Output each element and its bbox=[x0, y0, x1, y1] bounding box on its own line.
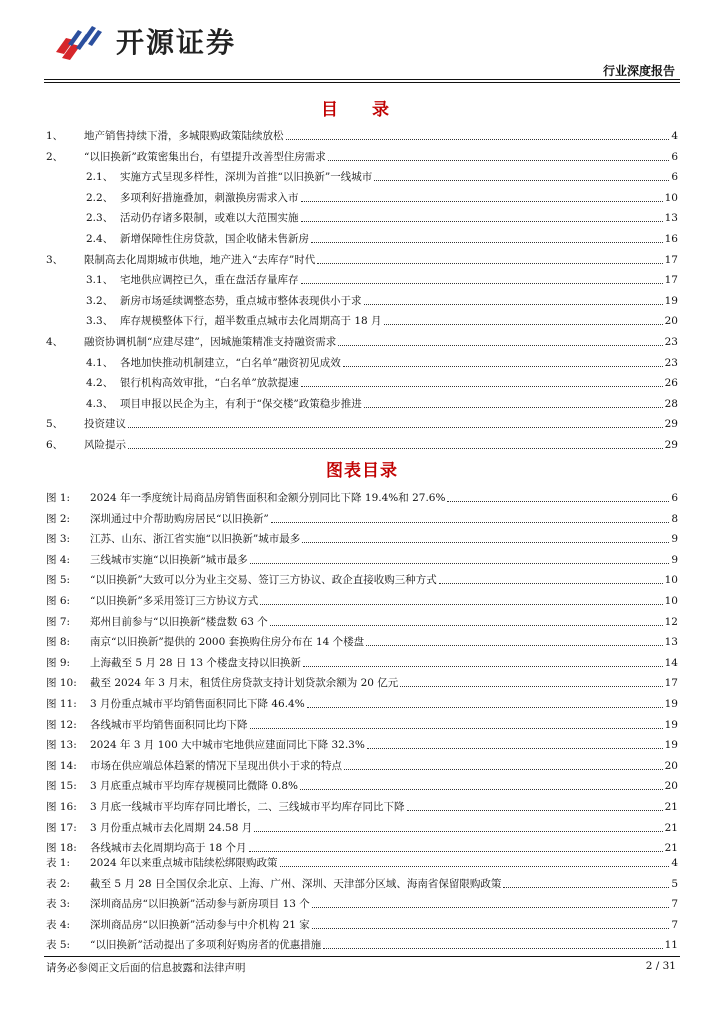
table-entry-number: 表 2: bbox=[46, 877, 71, 890]
toc-entry-page: 6 bbox=[671, 171, 678, 184]
toc-entry-text: 银行机构高效审批，“白名单”放款提速 bbox=[120, 377, 299, 390]
figure-entry-leader bbox=[400, 686, 662, 687]
table-entry-text: 深圳商品房“以旧换新”活动参与中介机构 21 家 bbox=[90, 918, 310, 931]
figure-entry-text: 南京“以旧换新”提供的 2000 套换购住房分布在 14 个楼盘 bbox=[90, 636, 365, 649]
figure-entry-page: 10 bbox=[664, 574, 678, 587]
figure-entry-number: 图 8: bbox=[46, 636, 71, 649]
figure-entry-leader bbox=[250, 563, 670, 564]
figure-entry-leader bbox=[367, 748, 663, 749]
figure-entry-leader bbox=[407, 810, 663, 811]
figure-entry-number: 图 7: bbox=[46, 615, 71, 628]
page-number: 2 / 31 bbox=[645, 960, 676, 972]
document-type: 行业深度报告 bbox=[602, 64, 675, 78]
figure-entry-number: 图 14: bbox=[46, 759, 77, 772]
toc-entry-leader bbox=[364, 304, 663, 305]
figure-entry-number: 图 16: bbox=[46, 801, 77, 813]
figure-entry[interactable] bbox=[46, 631, 678, 649]
toc-entry-leader bbox=[286, 139, 670, 140]
figure-entry[interactable] bbox=[46, 672, 678, 690]
toc-entry-leader bbox=[374, 180, 669, 181]
figure-entry-text: 各线城市平均销售面积同比均下降 bbox=[90, 718, 248, 731]
figure-entry-leader bbox=[439, 583, 663, 584]
toc-entry-text: 地产销售持续下滑，多城限购政策陆续放松 bbox=[84, 130, 284, 142]
figure-entry[interactable] bbox=[46, 775, 678, 793]
figure-entry[interactable] bbox=[46, 755, 678, 773]
table-entry-page: 7 bbox=[671, 918, 678, 931]
figure-entry-leader bbox=[260, 604, 662, 605]
toc-entry-leader bbox=[128, 448, 663, 449]
table-entry[interactable] bbox=[46, 893, 678, 911]
toc-entry-leader bbox=[384, 324, 663, 325]
toc-entry-number: 4.3、 bbox=[86, 397, 114, 410]
toc-entry[interactable] bbox=[86, 228, 678, 246]
toc-entry-text: 宅地供应调控已久，重在盘活存量库存 bbox=[120, 274, 299, 287]
figure-entry-page: 19 bbox=[664, 698, 678, 710]
figure-entry[interactable] bbox=[46, 714, 678, 732]
toc-entry-leader bbox=[301, 283, 663, 284]
toc-entry[interactable] bbox=[86, 393, 678, 411]
toc-entry-number: 3.3、 bbox=[86, 315, 114, 328]
table-entry-page: 7 bbox=[671, 898, 678, 911]
figure-entry-text: 3 月底一线城市平均库存同比增长，二、三线城市平均库存同比下降 bbox=[90, 801, 405, 813]
figure-entry-page: 6 bbox=[671, 492, 678, 504]
toc-entry[interactable] bbox=[46, 434, 678, 452]
toc-entry-leader bbox=[301, 221, 663, 222]
figure-entry-number: 图 15: bbox=[46, 780, 77, 793]
toc-entry[interactable] bbox=[86, 166, 678, 184]
toc-entry-number: 2.2、 bbox=[86, 191, 114, 204]
toc-entry-page: 13 bbox=[664, 212, 678, 225]
toc-entry[interactable] bbox=[86, 207, 678, 225]
figure-entry-leader bbox=[271, 522, 670, 523]
table-entry-page: 11 bbox=[664, 939, 678, 952]
toc-entry-number: 3.2、 bbox=[86, 294, 114, 307]
toc-entry-leader bbox=[317, 263, 662, 264]
table-entry[interactable] bbox=[46, 914, 678, 932]
table-entry-page: 5 bbox=[671, 877, 678, 890]
figure-entry-number: 图 4: bbox=[46, 553, 71, 566]
figure-entry-page: 19 bbox=[664, 739, 678, 752]
toc-entry-leader bbox=[328, 160, 670, 161]
toc-entry-page: 17 bbox=[664, 274, 678, 287]
toc-entry[interactable] bbox=[86, 372, 678, 390]
toc-entry-text: 活动仍存诸多限制，或难以大范围实施 bbox=[120, 212, 299, 225]
toc-entry-page: 20 bbox=[664, 315, 678, 328]
figure-entry-text: “以旧换新”多采用签订三方协议方式 bbox=[90, 595, 259, 607]
figure-entry-number: 图 18: bbox=[46, 842, 77, 855]
toc-entry-leader bbox=[338, 345, 662, 346]
figure-entry[interactable] bbox=[46, 817, 678, 835]
toc-entry-page: 17 bbox=[664, 253, 678, 266]
figure-entry-text: 2024 年 3 月 100 大中城市宅地供应建面同比下降 32.3% bbox=[90, 739, 365, 752]
figure-entry-page: 8 bbox=[671, 512, 678, 525]
figure-entry-leader bbox=[344, 769, 663, 770]
toc-entry-leader bbox=[311, 242, 663, 243]
figure-entry-number: 图 1: bbox=[46, 492, 71, 504]
figure-entry-number: 图 17: bbox=[46, 821, 77, 834]
toc-entry-number: 3.1、 bbox=[86, 274, 114, 287]
toc-entry-text: 多项利好措施叠加，刺激换房需求入市 bbox=[120, 191, 299, 204]
toc-entry[interactable] bbox=[86, 187, 678, 205]
header-divider bbox=[44, 79, 680, 80]
figure-entry-page: 17 bbox=[664, 677, 678, 690]
table-entry[interactable] bbox=[46, 934, 678, 952]
toc-entry-text: 限制高去化周期城市供地，地产进入“去库存”时代 bbox=[84, 253, 316, 266]
footer-divider bbox=[44, 956, 680, 957]
figure-entry-text: 3 月底重点城市平均库存规模同比微降 0.8% bbox=[90, 780, 299, 793]
table-entry-text: 深圳商品房“以旧换新”活动参与新房项目 13 个 bbox=[90, 898, 310, 911]
figure-entry[interactable] bbox=[46, 569, 678, 587]
figure-entry-leader bbox=[366, 645, 662, 646]
toc-entry-leader bbox=[301, 201, 663, 202]
toc-entry-page: 19 bbox=[664, 294, 678, 307]
toc-entry-page: 6 bbox=[671, 150, 678, 163]
toc-entry-number: 4.2、 bbox=[86, 377, 114, 390]
toc-entry[interactable] bbox=[46, 331, 678, 349]
logo-text: 开源证券 bbox=[116, 26, 237, 59]
toc-entry[interactable] bbox=[86, 290, 678, 308]
figure-entry-page: 9 bbox=[671, 553, 678, 566]
figure-index-title: 图表目录 bbox=[326, 461, 398, 481]
figure-entry-page: 21 bbox=[664, 842, 678, 855]
toc-entry-number: 2.3、 bbox=[86, 212, 114, 225]
figure-entry[interactable] bbox=[46, 611, 678, 629]
figure-entry-number: 图 5: bbox=[46, 574, 71, 587]
table-entry-number: 表 3: bbox=[46, 898, 71, 911]
figure-entry-leader bbox=[254, 831, 662, 832]
figure-entry-number: 图 3: bbox=[46, 533, 71, 546]
toc-entry-page: 16 bbox=[664, 233, 678, 245]
figure-entry-text: 截至 2024 年 3 月末，租赁住房贷款支持计划贷款余额为 20 亿元 bbox=[90, 677, 399, 690]
toc-entry-text: 各地加快推动机制建立，“白名单”融资初见成效 bbox=[120, 356, 341, 369]
figure-entry-leader bbox=[300, 789, 663, 790]
toc-entry-number: 2.4、 bbox=[86, 233, 114, 245]
toc-entry-page: 4 bbox=[671, 130, 678, 142]
table-entry-leader bbox=[323, 948, 662, 949]
toc-entry-number: 3、 bbox=[46, 253, 64, 266]
toc-entry[interactable] bbox=[46, 249, 678, 267]
figure-entry-page: 20 bbox=[664, 759, 678, 772]
figure-entry-page: 13 bbox=[664, 636, 678, 649]
figure-entry-number: 图 10: bbox=[46, 677, 77, 690]
toc-entry-page: 29 bbox=[664, 418, 678, 431]
toc-entry-text: 风险提示 bbox=[84, 439, 126, 451]
table-entry-leader bbox=[312, 928, 670, 929]
footer-disclaimer: 请务必参阅正文后面的信息披露和法律声明 bbox=[46, 962, 246, 974]
figure-entry-leader bbox=[270, 625, 663, 626]
toc-entry-number: 4、 bbox=[46, 336, 64, 348]
figure-entry-text: 江苏、山东、浙江省实施“以旧换新”城市最多 bbox=[90, 533, 301, 546]
header-divider-thin bbox=[44, 82, 680, 83]
toc-entry-page: 23 bbox=[664, 336, 678, 348]
figure-entry-number: 图 2: bbox=[46, 512, 71, 525]
toc-entry[interactable] bbox=[46, 413, 678, 431]
table-entry-text: “以旧换新”活动提出了多项利好购房者的优惠措施 bbox=[90, 939, 322, 952]
toc-entry-page: 26 bbox=[664, 377, 678, 390]
figure-entry-number: 图 13: bbox=[46, 739, 77, 752]
figure-entry[interactable] bbox=[46, 508, 678, 526]
table-entry[interactable] bbox=[46, 852, 678, 870]
figure-entry-text: 3 月份重点城市平均销售面积同比下降 46.4% bbox=[90, 698, 305, 710]
figure-entry[interactable] bbox=[46, 487, 678, 505]
figure-entry-text: 市场在供应端总体趋紧的情况下呈现出供小于求的特点 bbox=[90, 759, 342, 772]
table-entry[interactable] bbox=[46, 873, 678, 891]
toc-entry[interactable] bbox=[46, 125, 678, 143]
toc-entry-text: “以旧换新”政策密集出台，有望提升改善型住房需求 bbox=[84, 150, 326, 163]
toc-entry-number: 1、 bbox=[46, 130, 64, 142]
toc-entry-number: 5、 bbox=[46, 418, 64, 431]
table-entry-number: 表 1: bbox=[46, 857, 71, 869]
toc-entry-text: 融资协调机制“应建尽建”，因城施策精准支持融资需求 bbox=[84, 336, 337, 348]
logo-mark-icon bbox=[52, 18, 110, 64]
company-logo bbox=[52, 18, 236, 64]
table-entry-leader bbox=[280, 866, 670, 867]
figure-entry-text: 郑州目前参与“以旧换新”楼盘数 63 个 bbox=[90, 615, 268, 628]
figure-entry-text: 3 月份重点城市去化周期 24.58 月 bbox=[90, 821, 253, 834]
figure-entry-text: 深圳通过中介帮助购房居民“以旧换新” bbox=[90, 512, 269, 525]
figure-entry-page: 20 bbox=[664, 780, 678, 793]
toc-entry[interactable] bbox=[86, 310, 678, 328]
figure-entry-number: 图 11: bbox=[46, 698, 77, 710]
figure-entry-number: 图 6: bbox=[46, 595, 71, 607]
toc-entry[interactable] bbox=[86, 352, 678, 370]
toc-entry-text: 项目申报以民企为主，有利于“保交楼”政策稳步推进 bbox=[120, 397, 362, 410]
figure-entry-number: 图 12: bbox=[46, 718, 77, 731]
toc-entry-number: 2.1、 bbox=[86, 171, 114, 184]
figure-entry-leader bbox=[250, 728, 663, 729]
toc-entry-text: 投资建议 bbox=[84, 418, 126, 431]
figure-entry[interactable] bbox=[46, 734, 678, 752]
toc-entry[interactable] bbox=[46, 146, 678, 164]
figure-entry-leader bbox=[307, 707, 663, 708]
figure-entry-text: 上海截至 5 月 28 日 13 个楼盘支持以旧换新 bbox=[90, 656, 301, 669]
toc-entry-leader bbox=[343, 366, 663, 367]
toc-entry-text: 实施方式呈现多样性，深圳为首推“以旧换新”一线城市 bbox=[120, 171, 373, 184]
table-entry-number: 表 4: bbox=[46, 918, 71, 931]
figure-entry-leader bbox=[303, 666, 663, 667]
toc-entry-text: 新房市场延续调整态势，重点城市整体表现供小于求 bbox=[120, 294, 362, 307]
toc-entry-number: 6、 bbox=[46, 439, 64, 451]
figure-entry-leader bbox=[447, 501, 669, 502]
figure-entry-text: 各线城市去化周期均高于 18 个月 bbox=[90, 842, 247, 855]
figure-entry[interactable] bbox=[46, 528, 678, 546]
figure-entry[interactable] bbox=[46, 652, 678, 670]
figure-entry-page: 14 bbox=[664, 656, 678, 669]
table-entry-leader bbox=[312, 907, 670, 908]
table-entry-page: 4 bbox=[671, 857, 678, 869]
figure-entry-page: 12 bbox=[664, 615, 678, 628]
figure-entry[interactable] bbox=[46, 590, 678, 608]
toc-entry-number: 4.1、 bbox=[86, 356, 114, 369]
toc-entry-page: 29 bbox=[664, 439, 678, 451]
toc-entry-text: 库存规模整体下行，超半数重点城市去化周期高于 18 月 bbox=[120, 315, 382, 328]
toc-entry-leader bbox=[364, 407, 663, 408]
figure-entry[interactable] bbox=[46, 693, 678, 711]
toc-entry-text: 新增保障性住房贷款，国企收储未售新房 bbox=[120, 233, 309, 245]
table-entry-text: 2024 年以来重点城市陆续松绑限购政策 bbox=[90, 857, 278, 869]
toc-title: 目 录 bbox=[321, 100, 403, 120]
toc-entry-page: 28 bbox=[664, 397, 678, 410]
figure-entry-page: 9 bbox=[671, 533, 678, 546]
toc-entry-number: 2、 bbox=[46, 150, 64, 163]
figure-entry-leader bbox=[302, 542, 669, 543]
figure-entry-number: 图 9: bbox=[46, 656, 71, 669]
figure-entry-text: 三线城市实施“以旧换新”城市最多 bbox=[90, 553, 248, 566]
figure-entry[interactable] bbox=[46, 796, 678, 814]
toc-entry-page: 23 bbox=[664, 356, 678, 369]
figure-entry-page: 10 bbox=[664, 595, 678, 607]
figure-entry-page: 21 bbox=[664, 801, 678, 813]
figure-entry-page: 21 bbox=[664, 821, 678, 834]
figure-entry[interactable] bbox=[46, 549, 678, 567]
figure-entry-text: 2024 年一季度统计局商品房销售面积和金额分别同比下降 19.4%和 27.6% bbox=[90, 492, 446, 504]
table-entry-number: 表 5: bbox=[46, 939, 71, 952]
toc-entry-page: 10 bbox=[664, 191, 678, 204]
figure-entry-page: 19 bbox=[664, 718, 678, 731]
figure-entry-text: “以旧换新”大致可以分为业主交易、签订三方协议、政企直接收购三种方式 bbox=[90, 574, 437, 587]
table-entry-leader bbox=[503, 887, 669, 888]
table-entry-text: 截至 5 月 28 日全国仅余北京、上海、广州、深圳、天津部分区域、海南省保留限购政策 bbox=[90, 877, 502, 890]
toc-entry[interactable] bbox=[86, 269, 678, 287]
toc-entry-leader bbox=[301, 386, 663, 387]
toc-entry-leader bbox=[128, 427, 663, 428]
